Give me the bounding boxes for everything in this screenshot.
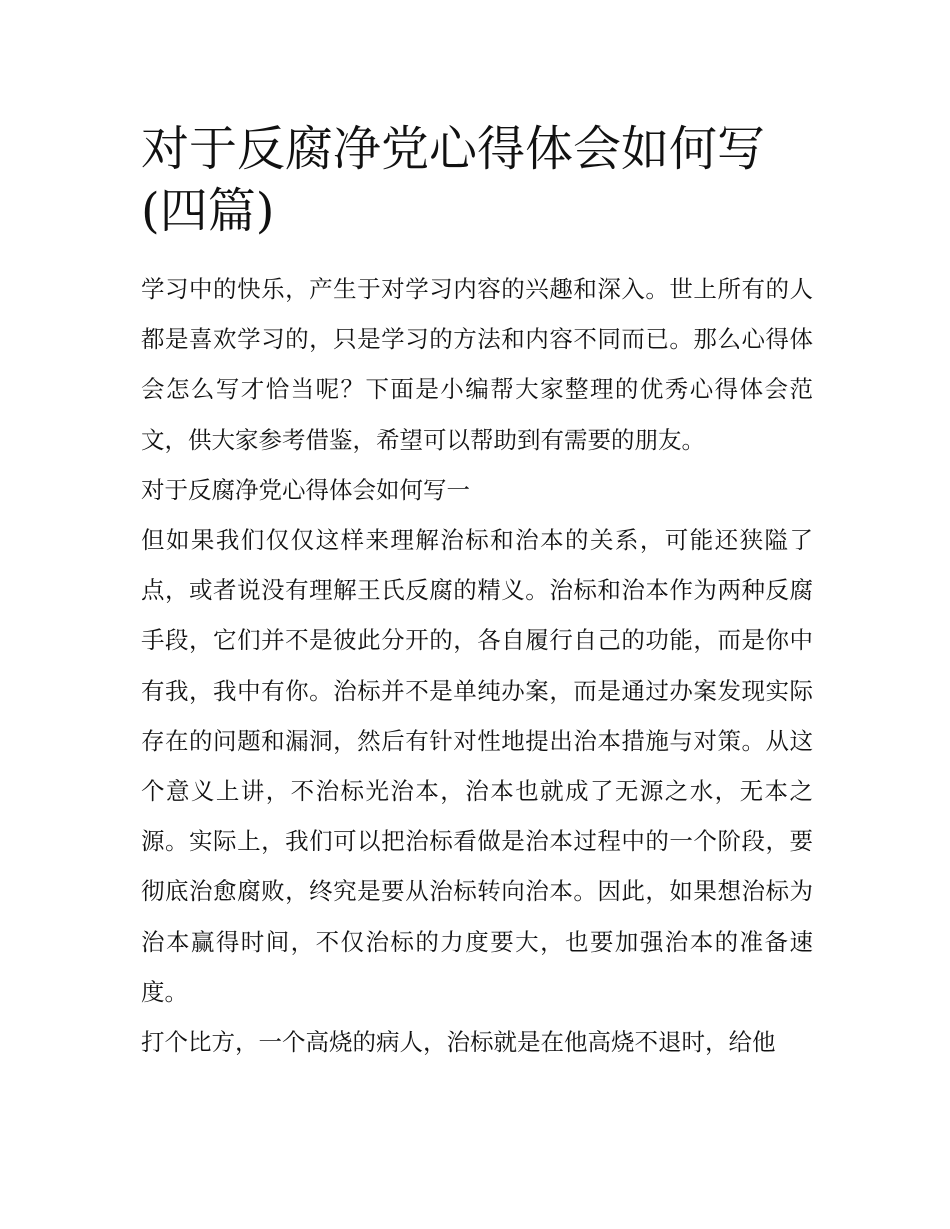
document-content [141, 118, 813, 1067]
intro-paragraph: 学习中的快乐，产生于对学习内容的兴趣和深入。世上所有的人都是喜欢学习的，只是学习的方法和内容不同而已。那么心得体会怎么写才恰当呢？下面是小编帮大家整理的优秀心得体会范文，供大家参考借鉴，希望可以帮助到有需要的朋友。 [141, 275, 813, 454]
body-paragraph-2: 打个比方，一个高烧的病人，治标就是在他高烧不退时，给他 [141, 1028, 776, 1057]
body-paragraph-1: 但如果我们仅仅这样来理解治标和治本的关系，可能还狭隘了点，或者说没有理解王氏反腐的精义。治标和治本作为两种反腐手段，它们并不是彼此分开的，各自履行自己的功能，而是你中有我，我中有你。治标并不是单纯办案，而是通过办案发现实际存在的问题和漏洞，然后有针对性地提出治本措施与对策。从这个意义上讲，不治标光治本，治本也就成了无源之水，无本之源。实际上，我们可以把治标看做是治本过程中的一个阶段，要彻底治愈腐败，终究是要从治标转向治本。因此，如果想治标为治本赢得时间，不仅治标的力度要大，也要加强治本的准备速度。 [141, 526, 813, 1006]
document-title: 对于反腐净党心得体会如何写(四篇) [141, 121, 766, 239]
section-heading: 对于反腐净党心得体会如何写一 [141, 475, 470, 504]
